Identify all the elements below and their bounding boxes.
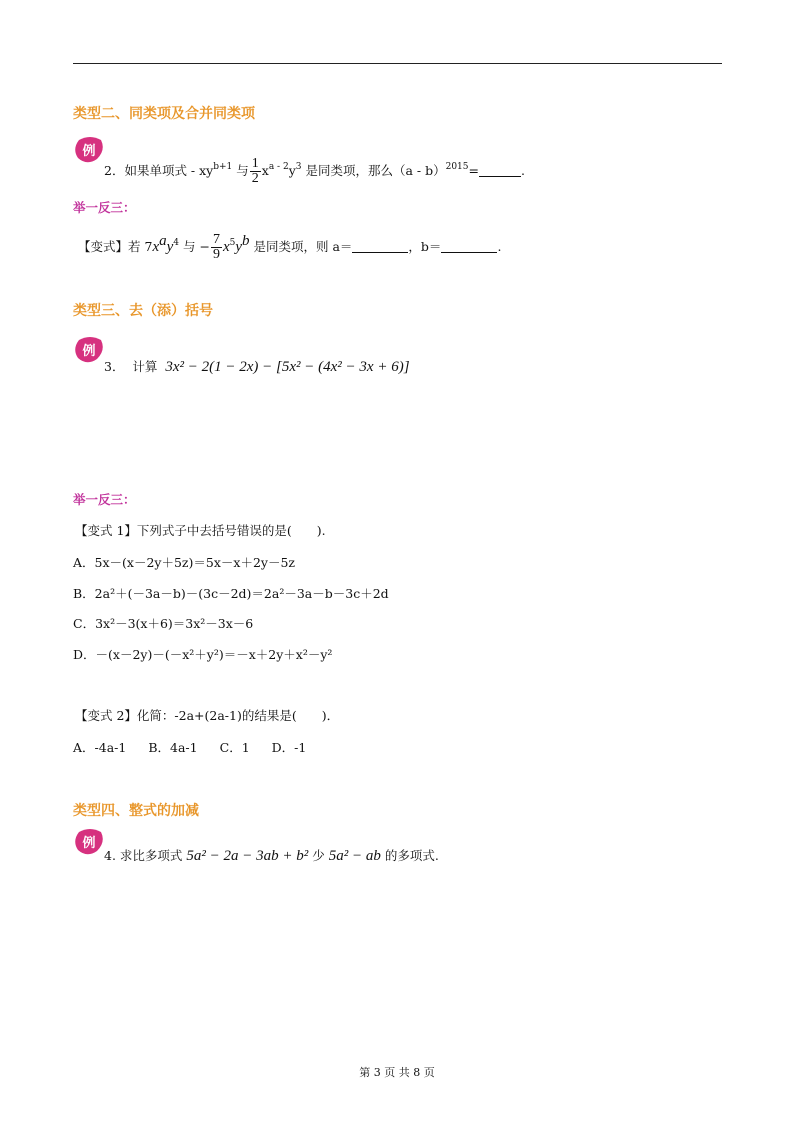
variant1-option-b[interactable]: B．2a²＋(－3a－b)－(3c－2d)＝2a²－3a－b－3c＋2d — [73, 586, 389, 601]
variant2-stem: 【变式 2】化简：-2a+(2a-1)的结果是( )． — [75, 708, 340, 723]
variant1-option-a[interactable]: A．5x－(x－2y＋5z)＝5x－x＋2y－5z — [73, 555, 295, 570]
variant1-option-d[interactable]: D．－(x－2y)－(－x²＋y²)＝－x＋2y＋x²－y² — [73, 647, 333, 662]
section-heading-type2: 类型二、同类项及合并同类项 — [73, 106, 255, 122]
question-4: 4. 求比多项式 5a² − 2a − 3ab + b² 少 5a² − ab 的多项式. — [104, 848, 439, 864]
variant2-options — [73, 738, 306, 756]
example-badge-icon — [73, 136, 107, 164]
page-footer: 第 3 页 共 8 页 — [359, 1066, 435, 1079]
header-rule — [73, 63, 722, 64]
drill-label: 举一反三： — [73, 200, 136, 215]
answer-blank[interactable] — [479, 164, 521, 177]
answer-blank-b[interactable] — [441, 240, 497, 253]
question-3: 3． 计算 3x² − 2(1 − 2x) − [5x² − (4x² − 3x + 6)] — [104, 359, 410, 375]
example-badge-icon — [73, 336, 107, 364]
section-heading-type4: 类型四、整式的加减 — [73, 803, 199, 819]
variant2-option-b[interactable]: B．4a-1 — [148, 740, 198, 755]
question-2: 2．如果单项式 - $xy^{b+1}$ 与 $\frac{1}{2}$ $x^{a - 2}y^3$ 是同类项，那么（a - b）$^{2015}$= . — [104, 156, 525, 186]
answer-blank-a[interactable] — [352, 240, 408, 253]
variant1-option-c[interactable]: C．3x²－3(x＋6)＝3x²－3x－6 — [73, 616, 254, 631]
variant2-option-c[interactable]: C．1 — [219, 740, 250, 755]
svg-text:例: 例 — [82, 344, 96, 359]
example-badge-icon — [73, 828, 107, 856]
variant2-option-a[interactable]: A．-4a-1 — [73, 740, 127, 755]
variant-q2: 【变式】若 $7x^ay^4$ 与 − $\frac{7}{9}$ $x^5y^b$ 是同类项，则 a＝ ，b＝ . — [78, 232, 502, 262]
section-heading-type3: 类型三、去（添）括号 — [73, 303, 213, 319]
svg-text:例: 例 — [82, 836, 96, 851]
drill-label: 举一反三： — [73, 492, 136, 507]
svg-text:例: 例 — [82, 144, 96, 159]
variant1-stem: 【变式 1】下列式子中去括号错误的是( ). — [75, 523, 326, 538]
variant2-option-d[interactable]: D．-1 — [271, 740, 307, 755]
